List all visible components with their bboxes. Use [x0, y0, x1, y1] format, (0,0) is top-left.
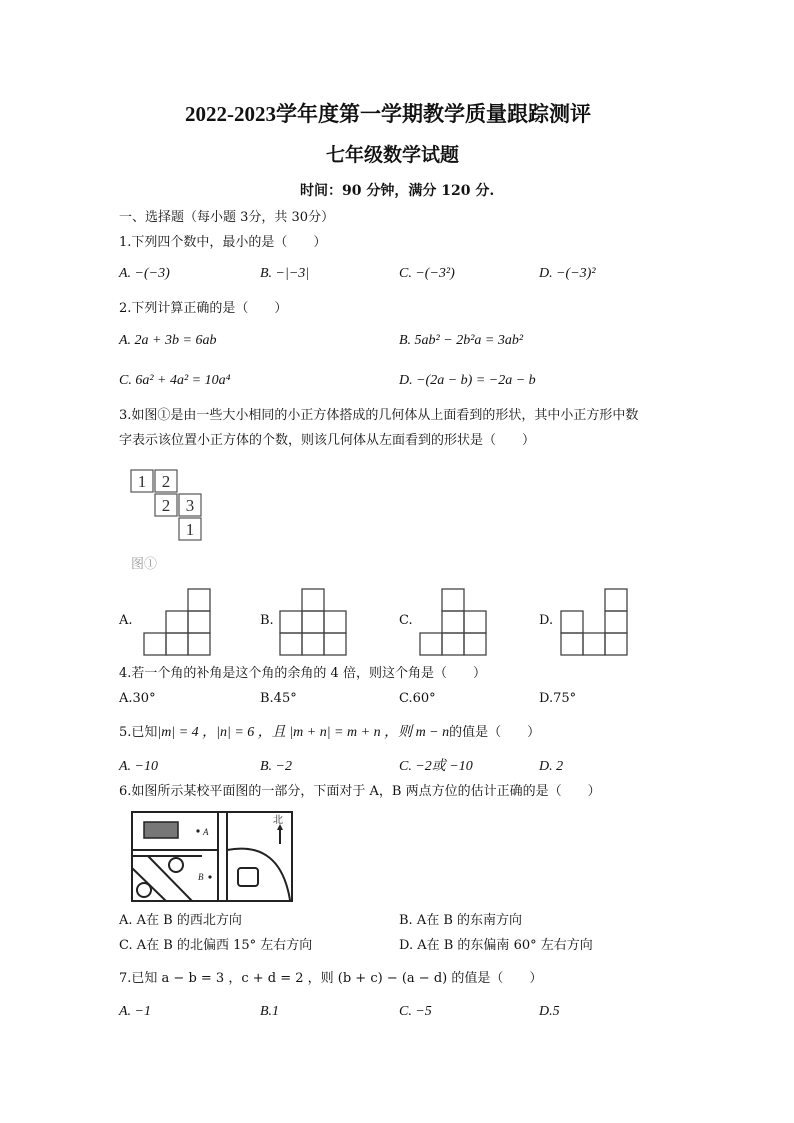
- q3-option-b-figure: [277, 587, 349, 657]
- question-3-stem-line1: 3.如图①是由一些大小相同的小正方体搭成的几何体从上面看到的形状，其中小正方形中数: [119, 408, 639, 423]
- question-5-stem: [119, 725, 540, 741]
- q6-option-d: D. A在 B 的东偏南 60° 左右方向: [399, 938, 593, 953]
- q1-option-a: A. −(−3): [119, 266, 170, 281]
- q5-option-a: A. −10: [119, 759, 158, 774]
- q2-option-d: D. −(2a − b) = −2a − b: [399, 373, 536, 388]
- q3-option-c-figure: [417, 587, 489, 657]
- question-2-stem: 2.下列计算正确的是（ ）: [119, 301, 288, 316]
- q5-option-d: D. 2: [539, 759, 564, 774]
- question-7-stem: 7.已知 a − b = 3 ，c + d = 2 ，则 (b + c) − (a − d) 的值是（ ）: [119, 971, 543, 986]
- point-a-label: A: [203, 827, 209, 837]
- q3-top-view-grid: [125, 465, 215, 575]
- q5-stem-suffix: 的值是（ ）: [449, 725, 541, 740]
- exam-title: 2022-2023学年度第一学期教学质量跟踪测评: [185, 102, 591, 126]
- q3-option-a-figure: [141, 587, 213, 657]
- q4-option-c: C.60°: [399, 691, 436, 706]
- point-b-label: B: [198, 872, 204, 882]
- question-6-stem: 6.如图所示某校平面图的一部分，下面对于 A，B 两点方位的估计正确的是（ ）: [119, 784, 601, 799]
- time-note: 时间：90 分钟，满分 120 分.: [300, 183, 495, 199]
- q7-option-d: D.5: [539, 1004, 560, 1019]
- q1-option-b: B. −|−3|: [260, 266, 310, 281]
- grid-number: 3: [185, 496, 195, 515]
- figure-label: 图①: [131, 556, 158, 571]
- q3-option-d: D.: [539, 613, 554, 628]
- q6-school-map: [130, 810, 295, 904]
- q3-option-c: C.: [399, 613, 413, 628]
- question-1-stem: 1.下列四个数中，最小的是（ ）: [119, 235, 327, 250]
- q3-option-a: A.: [119, 613, 133, 628]
- q6-option-a: A. A在 B 的西北方向: [119, 913, 242, 928]
- q3-option-d-figure: [558, 587, 630, 657]
- q5-option-b: B. −2: [260, 759, 292, 774]
- grid-number: 1: [137, 472, 147, 491]
- question-4-stem: 4.若一个角的补角是这个角的余角的 4 倍，则这个角是（ ）: [119, 666, 486, 681]
- q7-option-a: A. −1: [119, 1004, 151, 1019]
- grid-number: 2: [161, 472, 171, 491]
- q4-option-b: B.45°: [260, 691, 297, 706]
- q7-option-b: B.1: [260, 1004, 280, 1019]
- q2-option-a: A. 2a + 3b = 6ab: [119, 333, 217, 348]
- q5-option-c: C. −2或 −10: [399, 759, 473, 774]
- grid-number: 2: [161, 496, 171, 515]
- q2-option-c: C. 6a² + 4a² = 10a⁴: [119, 373, 231, 388]
- q1-option-c: C. −(−3²): [399, 266, 455, 281]
- q2-option-b: B. 5ab² − 2b²a = 3ab²: [399, 333, 524, 348]
- q1-option-d: D. −(−3)²: [539, 266, 596, 281]
- north-label: 北: [273, 815, 283, 826]
- q5-stem-math: |m| = 4 ，|n| = 6 ，且 |m + n| = m + n ，则 m − n: [157, 725, 450, 740]
- q3-option-b: B.: [260, 613, 274, 628]
- q6-option-b: B. A在 B 的东南方向: [399, 913, 523, 928]
- exam-subtitle: 七年级数学试题: [326, 144, 460, 166]
- q7-option-c: C. −5: [399, 1004, 432, 1019]
- question-3-stem-line2: 字表示该位置小正方体的个数，则该几何体从左面看到的形状是（ ）: [119, 433, 536, 448]
- q4-option-a: A.30°: [119, 691, 156, 706]
- section-heading: 一、选择题（每小题 3分，共 30分）: [119, 210, 335, 225]
- grid-number: 1: [185, 520, 195, 539]
- q5-stem-prefix: 5.已知: [119, 725, 158, 740]
- q6-option-c: C. A在 B 的北偏西 15° 左右方向: [119, 938, 313, 953]
- q4-option-d: D.75°: [539, 691, 577, 706]
